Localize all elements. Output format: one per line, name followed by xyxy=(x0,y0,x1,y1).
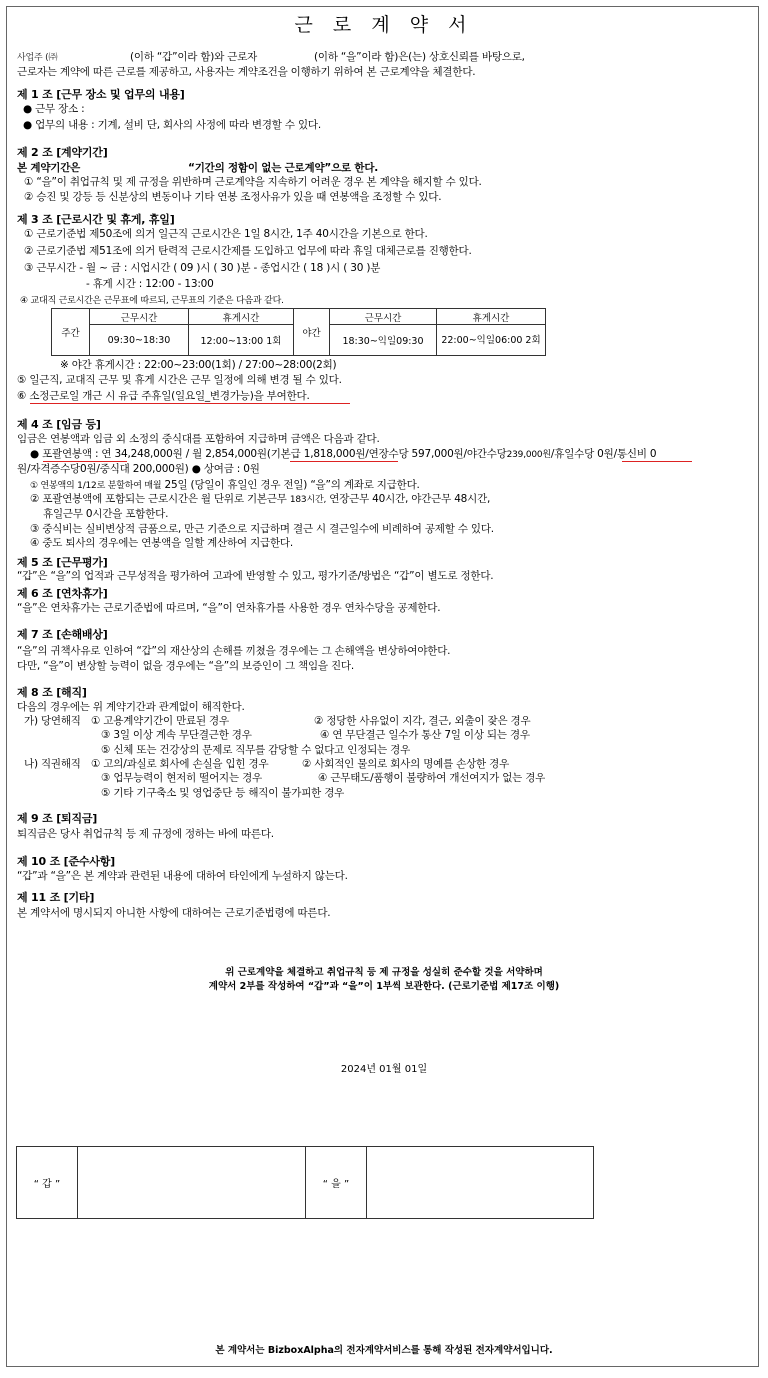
art2-item: ① “을”이 취업규칙 및 제 규정을 위반하며 근로계약을 지속하기 어려운 경우 본 계약을 해지할 수 있다. xyxy=(24,176,482,188)
art8-heading: 제 8 조 [해직] xyxy=(17,686,87,699)
art6-body: “을”은 연차휴가는 근로기준법에 따르며, “을”이 연차휴가를 사용한 경우 연차수당을 공제한다. xyxy=(17,602,441,614)
art2-lead: 본 계약기간은 xyxy=(17,162,81,174)
art8-na-item: ⑤ 기타 기구축소 및 영업중단 등 해직이 불가피한 경우 xyxy=(101,787,345,799)
art9-heading: 제 9 조 [퇴직금] xyxy=(17,812,98,825)
art3-item: ③ 근무시간 - 월 ~ 금 : 시업시간 ( 09 )시 ( 30 )분 - 종업시간 ( 18 )시 ( 30 )분 xyxy=(24,262,381,274)
art4-item1: ① 연봉액의 1/12로 분할하여 매월 25일 (당일이 휴일인 경우 전일) “을”의 계좌로 지급한다. xyxy=(30,479,420,491)
art5-body: “갑”은 “을”의 업적과 근무성적을 평가하여 고과에 반영할 수 있고, 평가기준/방법은 “갑”이 별도로 정한다. xyxy=(17,570,494,582)
art4-item3: ③ 중식비는 실비변상적 금품으로, 만근 기준으로 지급하며 결근 시 결근일수에 비례하여 공제할 수 있다. xyxy=(30,523,494,535)
rest-time-header: 휴게시간 xyxy=(189,309,294,325)
day-work-time: 09:30~18:30 xyxy=(90,325,189,356)
art3-item6: ⑥ 소정근로일 개근 시 유급 주휴일(일요일_변경가능)을 부여한다. xyxy=(17,390,310,402)
work-time-header: 근무시간 xyxy=(330,309,437,325)
closing-line1: 위 근로계약을 체결하고 취업규칙 등 제 규정을 성실히 준수할 것을 서약하며 xyxy=(225,967,543,978)
art11-body: 본 계약서에 명시되지 아니한 사항에 대하여는 근로기준법령에 따른다. xyxy=(17,907,331,919)
art4-item2: ② 포괄연봉액에 포함되는 근로시간은 월 단위로 기본근무 183시간, 연장근무 40시간, 야간근무 48시간, xyxy=(30,493,491,505)
art8-na-item: ② 사회적인 물의로 회사의 명예를 손상한 경우 xyxy=(302,758,510,770)
art8-na-item: ④ 근무태도/품행이 불량하여 개선여지가 없는 경우 xyxy=(318,772,546,784)
art9-body: 퇴직금은 당사 취업규칙 등 제 규정에 정하는 바에 따른다. xyxy=(17,828,274,840)
document-title: 근 로 계 약 서 xyxy=(294,14,474,36)
art10-heading: 제 10 조 [준수사항] xyxy=(17,855,116,868)
art1-item: ● 업무의 내용 : 기계, 설비 단, 회사의 사정에 따라 변경할 수 있다. xyxy=(23,119,321,131)
art3-item4: ④ 교대직 근로시간은 근무표에 따르되, 근무표의 기준은 다음과 같다. xyxy=(20,296,284,306)
art3-item: ② 근로기준법 제51조에 의거 탄력적 근로시간제를 도입하고 업무에 따라 휴일 대체근로를 진행한다. xyxy=(24,245,472,257)
closing-line2: 계약서 2부를 작성하여 “갑”과 “을”이 1부씩 보관한다. (근로기준법 제17조 이행) xyxy=(208,981,560,992)
red-underline xyxy=(30,403,350,404)
party-a-signature-field[interactable] xyxy=(78,1147,306,1219)
night-shift-label: 야간 xyxy=(294,309,330,356)
intro-line1: (이하 “갑”이라 함)와 근로자 xyxy=(130,51,258,63)
footer-note: 본 계약서는 BizboxAlpha의 전자계약서비스를 통해 작성된 전자계약서입니다. xyxy=(215,1345,553,1356)
intro-line1b: (이하 “을”이라 함)은(는) 상호신뢰를 바탕으로, xyxy=(314,51,525,63)
work-time-header: 근무시간 xyxy=(90,309,189,325)
art4-item4: ④ 중도 퇴사의 경우에는 연봉액을 일할 계산하여 지급한다. xyxy=(30,537,294,549)
art8-lead: 다음의 경우에는 위 계약기간과 관계없이 해직한다. xyxy=(17,701,245,713)
art8-na-item: ③ 업무능력이 현저히 떨어지는 경우 xyxy=(101,772,262,784)
contract-date: 2024년 01월 01일 xyxy=(340,1064,428,1075)
art7-line: 다만, “을”이 변상할 능력이 없을 경우에는 “을”의 보증인이 그 책임을 진다. xyxy=(17,660,355,672)
art4-pay-line2: 원/자격증수당0원/중식대 200,000원) ● 상여금 : 0원 xyxy=(17,463,260,475)
art4-pay-line1: ● 포괄연봉액 : 연 34,248,000원 / 월 2,854,000원(기본급 1,818,000원/연장수당 597,000원/야간수당239,000원/휴일수당 0원/통신비 0 xyxy=(30,448,657,460)
art3-item: ① 근로기준법 제50조에 의거 일근직 근로시간은 1일 8시간, 1주 40시간을 기본으로 한다. xyxy=(24,228,428,240)
signature-table xyxy=(16,1146,594,1219)
art10-body: “갑”과 “을”은 본 계약과 관련된 내용에 대하여 타인에게 누설하지 않는다. xyxy=(17,870,348,882)
art8-ga-item: ② 정당한 사유없이 지각, 결근, 외출이 잦은 경우 xyxy=(314,715,531,727)
night-work-time: 18:30~익일09:30 xyxy=(330,325,437,356)
day-shift-label: 주간 xyxy=(52,309,90,356)
red-underline xyxy=(290,461,398,462)
art5-heading: 제 5 조 [근무평가] xyxy=(17,556,108,569)
day-rest-time: 12:00~13:00 1회 xyxy=(189,325,294,356)
art4-heading: 제 4 조 [임금 등] xyxy=(17,418,101,431)
art11-heading: 제 11 조 [기타] xyxy=(17,891,95,904)
art8-ga-label: 가) 당연해직 xyxy=(24,715,81,727)
party-a-label: “ 갑 ” xyxy=(17,1147,78,1219)
art8-ga-item: ⑤ 신체 또는 건강상의 문제로 직무를 감당할 수 없다고 인정되는 경우 xyxy=(101,744,411,756)
art1-heading: 제 1 조 [근무 장소 및 업무의 내용] xyxy=(17,88,185,101)
art6-heading: 제 6 조 [연차휴가] xyxy=(17,587,108,600)
art2-item: ② 승진 및 강등 등 신분상의 변동이나 기타 연봉 조정사유가 있을 때 연봉액을 조정할 수 있다. xyxy=(24,191,442,203)
art1-item: ● 근무 장소 : xyxy=(23,103,85,115)
art2-lead-bold: “기간의 정함이 없는 근로계약”으로 한다. xyxy=(188,162,379,174)
employer-label: 사업주 (㈜ xyxy=(17,53,58,63)
night-rest-note: ※ 야간 휴게시간 : 22:00~23:00(1회) / 27:00~28:00(2회) xyxy=(60,359,337,371)
art4-item2b: 휴일근무 0시간을 포함한다. xyxy=(43,508,169,520)
art8-ga-item: ④ 연 무단결근 일수가 통산 7일 이상 되는 경우 xyxy=(320,729,530,741)
party-b-label: “ 을 ” xyxy=(306,1147,367,1219)
art8-na-label: 나) 직권해직 xyxy=(24,758,81,770)
art8-na-item: ① 고의/과실로 회사에 손실을 입힌 경우 xyxy=(91,758,269,770)
art7-heading: 제 7 조 [손해배상] xyxy=(17,628,108,641)
red-underline xyxy=(622,461,692,462)
art3-rest-time: - 휴게 시간 : 12:00 - 13:00 xyxy=(86,278,214,290)
rest-time-header: 휴게시간 xyxy=(437,309,546,325)
art4-lead: 임금은 연봉액과 임금 외 소정의 중식대를 포함하여 지급하며 금액은 다음과 같다. xyxy=(17,433,380,445)
shift-table xyxy=(51,308,546,356)
art7-line: “을”의 귀책사유로 인하여 “갑”의 재산상의 손해를 끼쳤을 경우에는 그 손해액을 변상하여야한다. xyxy=(17,645,451,657)
art3-item5: ⑤ 일근직, 교대직 근무 및 휴게 시간은 근무 일정에 의해 변경 될 수 있다. xyxy=(17,374,342,386)
night-rest-time: 22:00~익일06:00 2회 xyxy=(437,325,546,356)
party-b-signature-field[interactable] xyxy=(367,1147,594,1219)
intro-line2: 근로자는 계약에 따른 근로를 제공하고, 사용자는 계약조건을 이행하기 위하여 본 근로계약을 체결한다. xyxy=(17,66,476,78)
art8-ga-item: ① 고용계약기간이 만료된 경우 xyxy=(91,715,229,727)
art2-heading: 제 2 조 [계약기간] xyxy=(17,146,108,159)
art8-ga-item: ③ 3일 이상 계속 무단결근한 경우 xyxy=(101,729,252,741)
art3-heading: 제 3 조 [근로시간 및 휴게, 휴일] xyxy=(17,213,175,226)
